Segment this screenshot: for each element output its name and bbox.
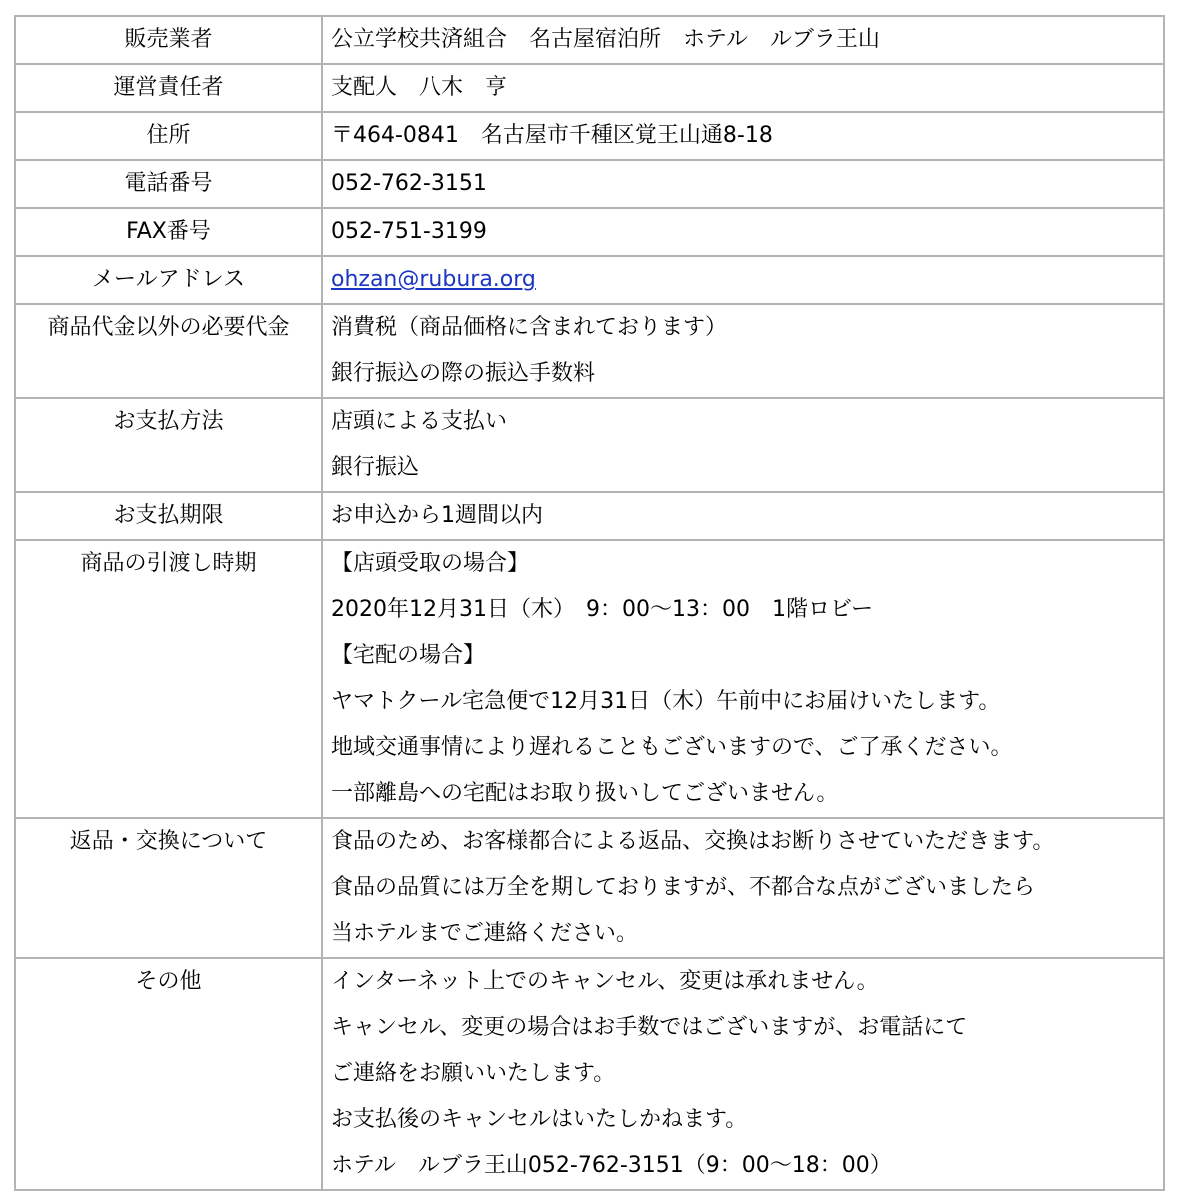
row-label: 電話番号 <box>15 160 322 208</box>
row-label: FAX番号 <box>15 208 322 256</box>
value-line: 【店頭受取の場合】 <box>331 551 530 576</box>
row-value <box>322 64 1164 112</box>
value-line: 052-762-3151 <box>331 171 487 196</box>
row-label: 運営責任者 <box>15 64 322 112</box>
row-label: 返品・交換について <box>15 818 322 958</box>
table-row-delivery <box>15 540 1164 818</box>
value-line: 銀行振込の際の振込手数料 <box>331 361 596 386</box>
table-row-other <box>15 958 1164 1190</box>
row-value <box>322 304 1164 398</box>
value-line: インターネット上でのキャンセル、変更は承れません。 <box>331 969 879 994</box>
value-line: ヤマトクール宅急便で12月31日（木）午前中にお届けいたします。 <box>331 689 1001 714</box>
row-label: 商品の引渡し時期 <box>15 540 322 818</box>
value-line: 〒464-0841 名古屋市千種区覚王山通8-18 <box>331 123 773 148</box>
row-value <box>322 958 1164 1190</box>
row-value <box>322 540 1164 818</box>
row-label: 商品代金以外の必要代金 <box>15 304 322 398</box>
value-line: 一部離島への宅配はお取り扱いしてございません。 <box>331 781 839 806</box>
table-row-fax <box>15 208 1164 256</box>
row-value <box>322 160 1164 208</box>
table-row-seller <box>15 16 1164 64</box>
row-value <box>322 818 1164 958</box>
value-line: ご連絡をお願いいたします。 <box>331 1061 616 1086</box>
value-line: お支払後のキャンセルはいたしかねます。 <box>331 1107 748 1132</box>
value-line: 食品のため、お客様都合による返品、交換はお断りさせていただきます。 <box>331 829 1055 854</box>
value-line: キャンセル、変更の場合はお手数ではございますが、お電話にて <box>331 1015 968 1040</box>
value-line: ホテル ルブラ王山052-762-3151（9：00～18：00） <box>331 1153 892 1178</box>
value-line: 公立学校共済組合 名古屋宿泊所 ホテル ルブラ王山 <box>331 27 880 52</box>
value-line: 当ホテルまでご連絡ください。 <box>331 921 638 946</box>
row-label: 販売業者 <box>15 16 322 64</box>
email-link[interactable]: ohzan@rubura.org <box>331 267 536 292</box>
value-line: 052-751-3199 <box>331 219 487 244</box>
table-row-payment-method <box>15 398 1164 492</box>
row-value <box>322 16 1164 64</box>
row-label: 住所 <box>15 112 322 160</box>
row-value <box>322 112 1164 160</box>
value-line: 消費税（商品価格に含まれております） <box>331 315 728 340</box>
row-value <box>322 398 1164 492</box>
row-label: お支払期限 <box>15 492 322 540</box>
table-row-returns <box>15 818 1164 958</box>
table-row-additional-charges <box>15 304 1164 398</box>
row-label: お支払方法 <box>15 398 322 492</box>
row-value <box>322 256 1164 304</box>
value-line: お申込から1週間以内 <box>331 503 543 528</box>
value-line: 食品の品質には万全を期しておりますが、不都合な点がございましたら <box>331 875 1036 900</box>
table-row-payment-deadline <box>15 492 1164 540</box>
table-row-manager <box>15 64 1164 112</box>
value-line: 銀行振込 <box>331 455 420 480</box>
value-line: 【宅配の場合】 <box>331 643 486 668</box>
table-row-email <box>15 256 1164 304</box>
value-line: 店頭による支払い <box>331 409 508 434</box>
row-label: メールアドレス <box>15 256 322 304</box>
row-value <box>322 492 1164 540</box>
row-label: その他 <box>15 958 322 1190</box>
value-line: 支配人 八木 亨 <box>331 75 508 100</box>
row-value <box>322 208 1164 256</box>
seller-info-table <box>14 15 1165 1191</box>
value-line: 2020年12月31日（木） 9：00～13：00 1階ロビー <box>331 597 874 622</box>
table-row-address <box>15 112 1164 160</box>
value-line: 地域交通事情により遅れることもございますので、ご了承ください。 <box>331 735 1013 760</box>
table-row-phone <box>15 160 1164 208</box>
